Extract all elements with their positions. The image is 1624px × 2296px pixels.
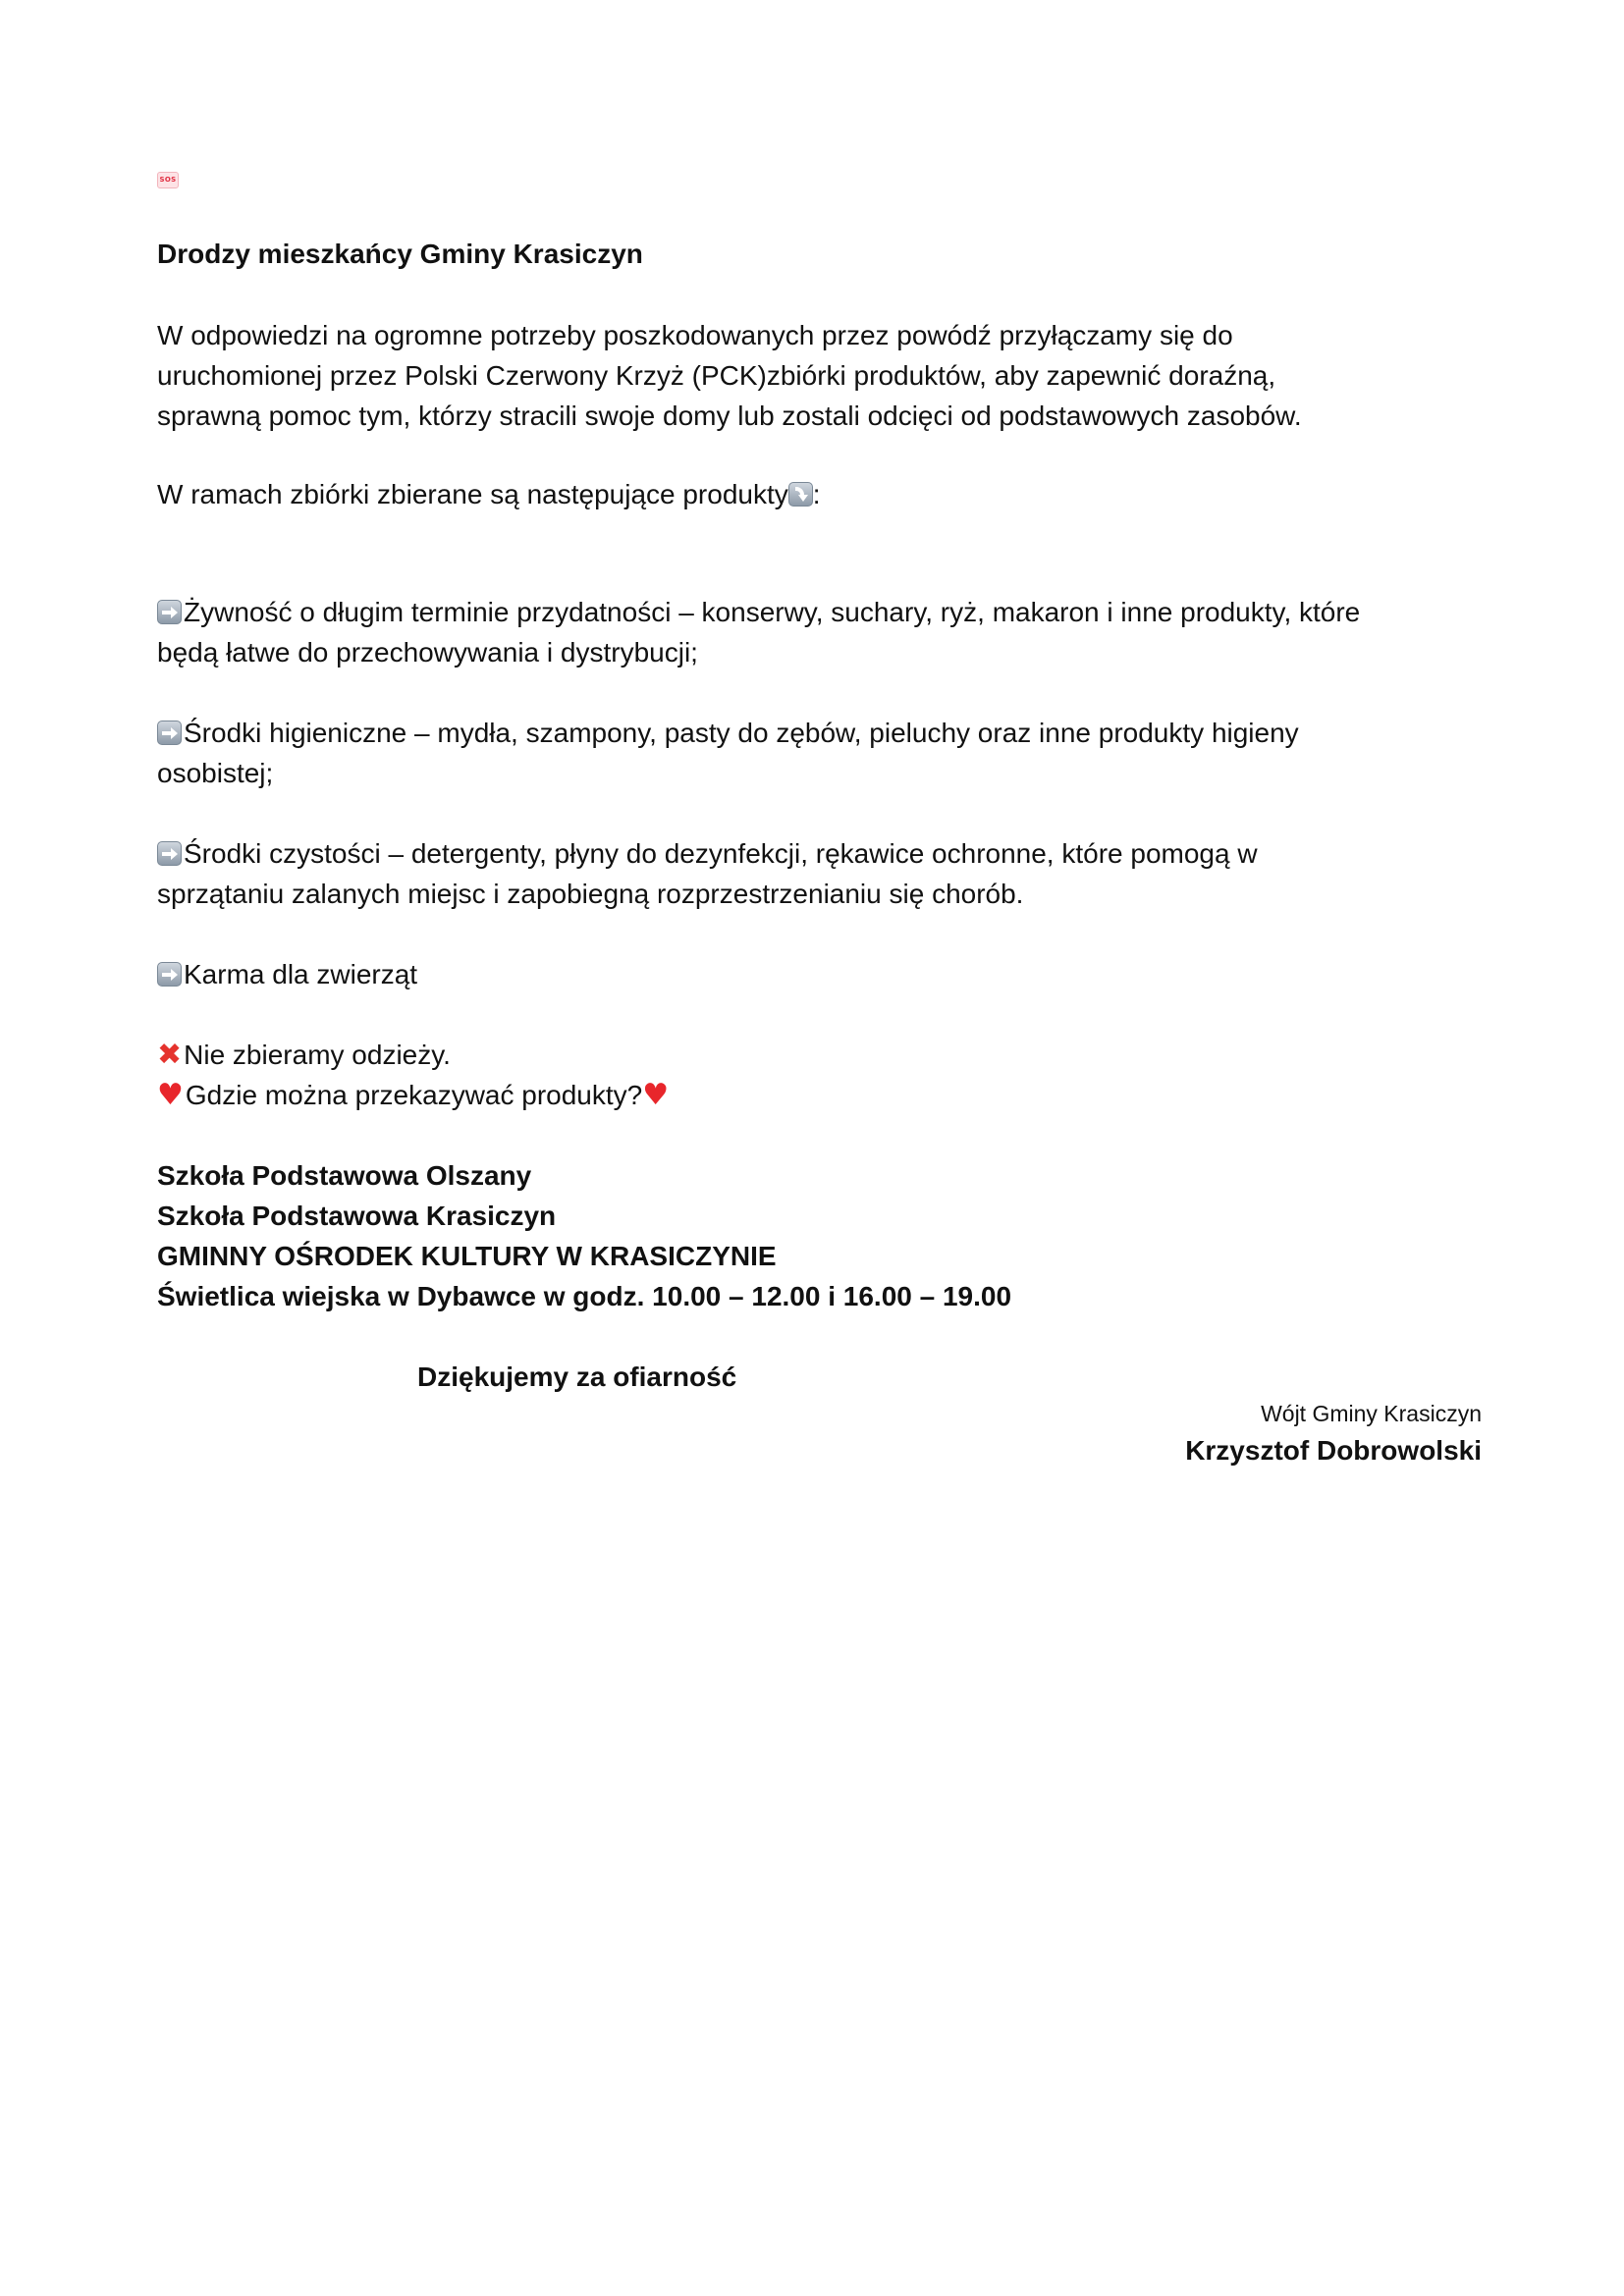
- where-question-text: Gdzie można przekazywać produkty?: [185, 1080, 643, 1110]
- collection-intro: [157, 474, 821, 514]
- intro-line-1: W odpowiedzi na ogromne potrzeby poszkodowanych przez powódź przyłączamy się do: [157, 320, 1233, 350]
- list-item-text: Środki czystości – detergenty, płyny do dezynfekcji, rękawice ochronne, które pomogą w: [184, 838, 1258, 869]
- list-item-pet-food: [157, 954, 417, 994]
- list-item-text: Karma dla zwierząt: [184, 959, 418, 989]
- sos-icon: SOS: [157, 172, 179, 188]
- down-arrow-icon: [788, 482, 813, 507]
- location-culture-center: GMINNY OŚRODEK KULTURY W KRASICZYNIE: [157, 1241, 777, 1271]
- location-olszany: Szkoła Podstawowa Olszany: [157, 1160, 532, 1191]
- list-item-food: [157, 592, 1360, 632]
- intro-line-2: uruchomionej przez Polski Czerwony Krzyż (PCK)zbiórki produktów, aby zapewnić doraźną,: [157, 360, 1276, 391]
- where-question: [157, 1075, 671, 1115]
- greeting-heading: Drodzy mieszkańcy Gminy Krasiczyn: [157, 239, 643, 269]
- cross-mark-icon: ✖: [157, 1038, 183, 1072]
- right-arrow-icon: [157, 600, 182, 624]
- red-heart-icon: ♥: [157, 1078, 184, 1112]
- right-arrow-icon: [157, 841, 182, 866]
- signature-name: Krzysztof Dobrowolski: [1185, 1435, 1482, 1466]
- list-item-text: Żywność o długim terminie przydatności – konserwy, suchary, ryż, makaron i inne produkty, które: [184, 597, 1361, 627]
- collection-intro-suffix: :: [812, 479, 821, 509]
- no-clothes-text: Nie zbieramy odzieży.: [184, 1040, 451, 1070]
- right-arrow-icon: [157, 721, 182, 745]
- no-clothes-notice: [157, 1035, 451, 1075]
- list-item-food-cont: będą łatwe do przechowywania i dystrybucji;: [157, 637, 698, 667]
- location-dybawka: Świetlica wiejska w Dybawce w godz. 10.00 – 12.00 i 16.00 – 19.00: [157, 1281, 1012, 1311]
- collection-intro-text: W ramach zbiórki zbierane są następujące produkty: [157, 479, 788, 509]
- red-heart-icon: ♥: [642, 1078, 670, 1112]
- signature-title: Wójt Gminy Krasiczyn: [1261, 1401, 1482, 1426]
- thanks-text: Dziękujemy za ofiarność: [417, 1362, 737, 1392]
- intro-line-3: sprawną pomoc tym, którzy stracili swoje domy lub zostali odcięci od podstawowych zasobów.: [157, 400, 1302, 431]
- list-item-hygiene-cont: osobistej;: [157, 758, 274, 788]
- list-item-cleaning: [157, 833, 1258, 874]
- list-item-text: Środki higieniczne – mydła, szampony, pasty do zębów, pieluchy oraz inne produkty higieny: [184, 718, 1299, 748]
- list-item-cleaning-cont: sprzątaniu zalanych miejsc i zapobiegną rozprzestrzenianiu się chorób.: [157, 879, 1024, 909]
- list-item-hygiene: [157, 713, 1299, 753]
- location-krasiczyn-school: Szkoła Podstawowa Krasiczyn: [157, 1201, 557, 1231]
- right-arrow-icon: [157, 962, 182, 987]
